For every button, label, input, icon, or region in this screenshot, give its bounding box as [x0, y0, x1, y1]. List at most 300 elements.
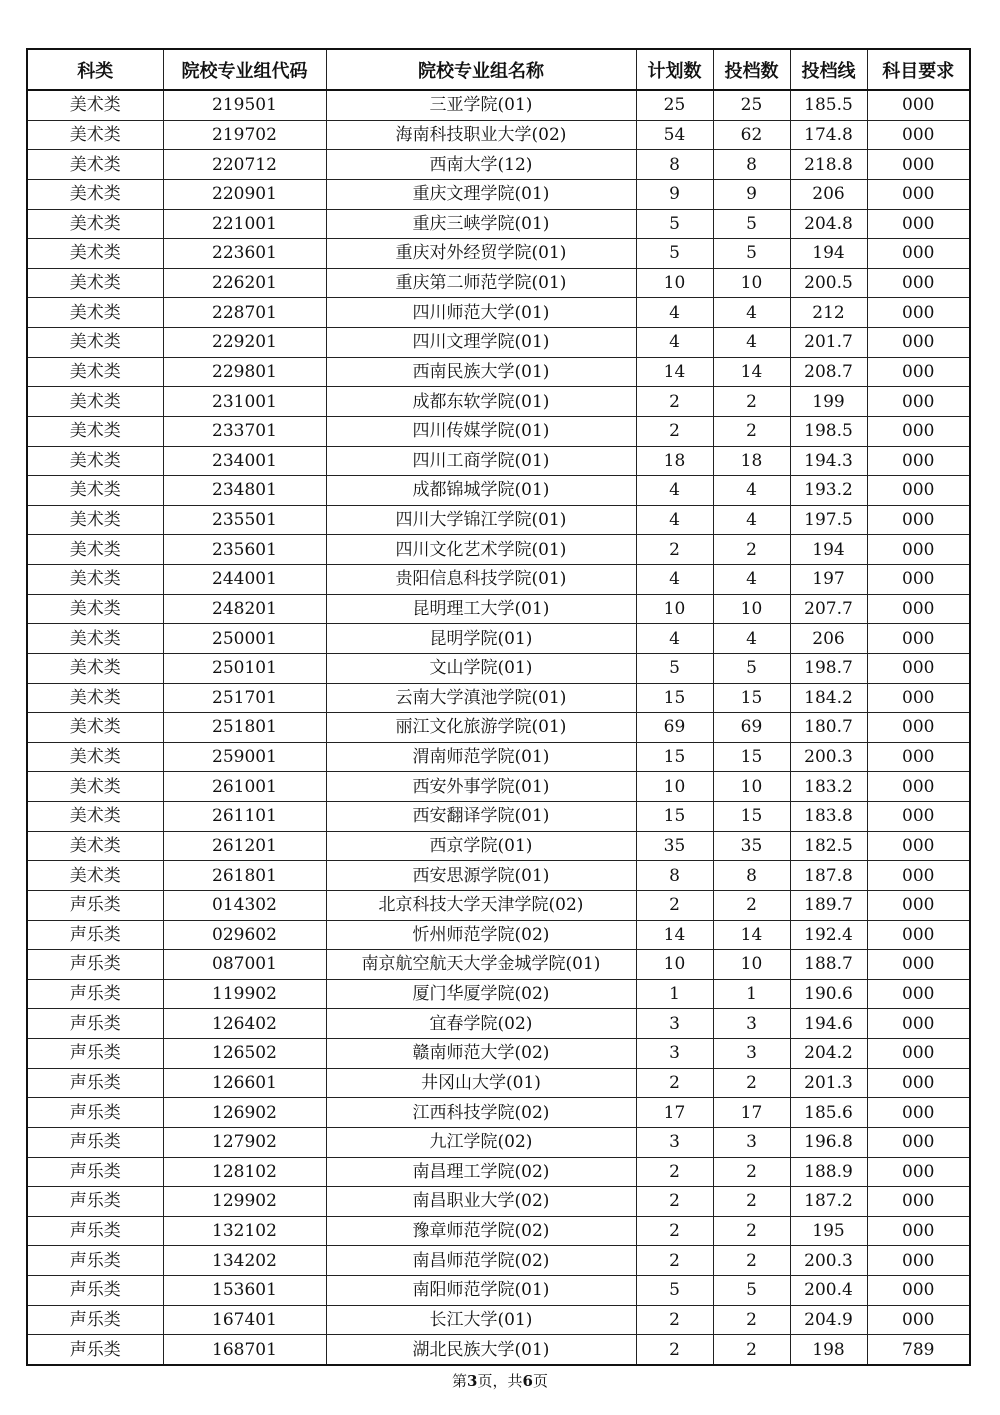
- cell-filed-count: 4: [713, 298, 790, 328]
- cell-category: 声乐类: [27, 1009, 163, 1039]
- cell-subject-requirement: 000: [867, 1068, 970, 1098]
- cell-plan-count: 3: [636, 1127, 713, 1157]
- cell-plan-count: 2: [636, 416, 713, 446]
- cell-plan-count: 4: [636, 565, 713, 595]
- cell-plan-count: 2: [636, 1246, 713, 1276]
- cell-plan-count: 17: [636, 1098, 713, 1128]
- cell-cutoff-score: 188.9: [790, 1157, 867, 1187]
- cell-group-code: 250001: [163, 624, 326, 654]
- cell-subject-requirement: 000: [867, 1098, 970, 1128]
- cell-cutoff-score: 183.8: [790, 802, 867, 832]
- cell-group-name: 渭南师范学院(01): [326, 742, 636, 772]
- cell-group-code: 220901: [163, 179, 326, 209]
- table-row: [27, 1157, 970, 1187]
- table-row: [27, 505, 970, 535]
- table-row: [27, 90, 970, 120]
- cell-subject-requirement: 000: [867, 268, 970, 298]
- cell-group-code: 234001: [163, 446, 326, 476]
- cell-filed-count: 10: [713, 950, 790, 980]
- cell-filed-count: 2: [713, 1157, 790, 1187]
- cell-plan-count: 1: [636, 979, 713, 1009]
- cell-subject-requirement: 000: [867, 1246, 970, 1276]
- table-row: [27, 1335, 970, 1365]
- cell-plan-count: 5: [636, 1276, 713, 1306]
- cell-category: 美术类: [27, 298, 163, 328]
- table-row: [27, 594, 970, 624]
- cell-plan-count: 2: [636, 1187, 713, 1217]
- cell-group-code: 235501: [163, 505, 326, 535]
- cell-category: 声乐类: [27, 1305, 163, 1335]
- cell-group-name: 南阳师范学院(01): [326, 1276, 636, 1306]
- cell-cutoff-score: 204.8: [790, 209, 867, 239]
- cell-plan-count: 4: [636, 328, 713, 358]
- cell-group-name: 忻州师范学院(02): [326, 920, 636, 950]
- cell-group-name: 江西科技学院(02): [326, 1098, 636, 1128]
- cell-cutoff-score: 189.7: [790, 890, 867, 920]
- cell-group-code: 129902: [163, 1187, 326, 1217]
- cell-cutoff-score: 184.2: [790, 683, 867, 713]
- cell-plan-count: 14: [636, 920, 713, 950]
- cell-cutoff-score: 204.2: [790, 1039, 867, 1069]
- table-row: [27, 920, 970, 950]
- cell-cutoff-score: 207.7: [790, 594, 867, 624]
- table-row: [27, 298, 970, 328]
- cell-filed-count: 5: [713, 653, 790, 683]
- cell-filed-count: 2: [713, 1187, 790, 1217]
- cell-filed-count: 2: [713, 1305, 790, 1335]
- cell-group-code: 223601: [163, 239, 326, 269]
- table-row: [27, 1098, 970, 1128]
- cell-category: 美术类: [27, 831, 163, 861]
- cell-group-code: 126502: [163, 1039, 326, 1069]
- cell-subject-requirement: 000: [867, 90, 970, 120]
- cell-category: 美术类: [27, 565, 163, 595]
- cell-group-code: 014302: [163, 890, 326, 920]
- table-row: [27, 1276, 970, 1306]
- cell-category: 声乐类: [27, 1335, 163, 1365]
- cell-group-code: 167401: [163, 1305, 326, 1335]
- cell-cutoff-score: 198.7: [790, 653, 867, 683]
- cell-filed-count: 25: [713, 90, 790, 120]
- footer-total-pages: 6: [522, 1372, 533, 1390]
- table-row: [27, 979, 970, 1009]
- cell-group-code: 029602: [163, 920, 326, 950]
- cell-cutoff-score: 200.5: [790, 268, 867, 298]
- cell-group-code: 251701: [163, 683, 326, 713]
- cell-cutoff-score: 174.8: [790, 120, 867, 150]
- cell-group-name: 南昌理工学院(02): [326, 1157, 636, 1187]
- cell-cutoff-score: 187.8: [790, 861, 867, 891]
- cell-filed-count: 2: [713, 416, 790, 446]
- cell-group-name: 南京航空航天大学金城学院(01): [326, 950, 636, 980]
- cell-filed-count: 2: [713, 1246, 790, 1276]
- cell-category: 美术类: [27, 120, 163, 150]
- cell-plan-count: 10: [636, 772, 713, 802]
- cell-group-name: 西京学院(01): [326, 831, 636, 861]
- cell-group-code: 251801: [163, 713, 326, 743]
- cell-category: 美术类: [27, 683, 163, 713]
- cell-category: 声乐类: [27, 1068, 163, 1098]
- cell-subject-requirement: 000: [867, 950, 970, 980]
- cell-plan-count: 2: [636, 1335, 713, 1365]
- cell-filed-count: 10: [713, 772, 790, 802]
- admission-table-sheet: [26, 48, 969, 1366]
- cell-subject-requirement: 000: [867, 713, 970, 743]
- cell-group-name: 重庆第二师范学院(01): [326, 268, 636, 298]
- cell-group-name: 云南大学滇池学院(01): [326, 683, 636, 713]
- cell-plan-count: 2: [636, 890, 713, 920]
- cell-group-code: 234801: [163, 476, 326, 506]
- cell-plan-count: 3: [636, 1009, 713, 1039]
- cell-category: 美术类: [27, 179, 163, 209]
- cell-filed-count: 14: [713, 920, 790, 950]
- cell-group-code: 244001: [163, 565, 326, 595]
- cell-filed-count: 5: [713, 239, 790, 269]
- table-row: [27, 565, 970, 595]
- cell-group-code: 261201: [163, 831, 326, 861]
- table-row: [27, 1305, 970, 1335]
- cell-group-name: 九江学院(02): [326, 1127, 636, 1157]
- cell-plan-count: 25: [636, 90, 713, 120]
- cell-group-name: 赣南师范大学(02): [326, 1039, 636, 1069]
- table-row: [27, 268, 970, 298]
- cell-cutoff-score: 206: [790, 179, 867, 209]
- cell-category: 美术类: [27, 653, 163, 683]
- cell-subject-requirement: 000: [867, 150, 970, 180]
- table-row: [27, 120, 970, 150]
- cell-group-code: 231001: [163, 387, 326, 417]
- table-row: [27, 446, 970, 476]
- cell-group-name: 重庆对外经贸学院(01): [326, 239, 636, 269]
- cell-plan-count: 2: [636, 1216, 713, 1246]
- cell-plan-count: 69: [636, 713, 713, 743]
- footer-prefix: 第: [452, 1372, 468, 1390]
- cell-plan-count: 3: [636, 1039, 713, 1069]
- table-row: [27, 950, 970, 980]
- cell-group-code: 248201: [163, 594, 326, 624]
- table-header-row: [27, 49, 970, 90]
- cell-cutoff-score: 197.5: [790, 505, 867, 535]
- table-row: [27, 713, 970, 743]
- cell-plan-count: 9: [636, 179, 713, 209]
- table-row: [27, 179, 970, 209]
- table-row: [27, 802, 970, 832]
- cell-category: 美术类: [27, 594, 163, 624]
- cell-plan-count: 2: [636, 535, 713, 565]
- cell-subject-requirement: 000: [867, 1305, 970, 1335]
- table-row: [27, 150, 970, 180]
- cell-category: 美术类: [27, 802, 163, 832]
- cell-plan-count: 4: [636, 624, 713, 654]
- table-row: [27, 890, 970, 920]
- cell-group-name: 南昌职业大学(02): [326, 1187, 636, 1217]
- cell-category: 美术类: [27, 713, 163, 743]
- cell-subject-requirement: 000: [867, 505, 970, 535]
- table-row: [27, 239, 970, 269]
- header-category: 科类: [27, 49, 163, 90]
- table-body: [27, 90, 970, 1365]
- cell-subject-requirement: 000: [867, 1216, 970, 1246]
- cell-group-name: 西南大学(12): [326, 150, 636, 180]
- cell-cutoff-score: 182.5: [790, 831, 867, 861]
- cell-plan-count: 14: [636, 357, 713, 387]
- cell-group-name: 西安外事学院(01): [326, 772, 636, 802]
- cell-category: 声乐类: [27, 1216, 163, 1246]
- cell-subject-requirement: 000: [867, 239, 970, 269]
- table-row: [27, 1187, 970, 1217]
- header-subject-requirement: 科目要求: [867, 49, 970, 90]
- cell-subject-requirement: 000: [867, 1127, 970, 1157]
- cell-category: 美术类: [27, 742, 163, 772]
- cell-filed-count: 2: [713, 1216, 790, 1246]
- cell-category: 声乐类: [27, 950, 163, 980]
- cell-group-code: 126601: [163, 1068, 326, 1098]
- header-filed-count: 投档数: [713, 49, 790, 90]
- cell-group-name: 重庆三峡学院(01): [326, 209, 636, 239]
- cell-category: 美术类: [27, 268, 163, 298]
- cell-subject-requirement: 000: [867, 416, 970, 446]
- table-row: [27, 209, 970, 239]
- cell-subject-requirement: 000: [867, 565, 970, 595]
- cell-cutoff-score: 200.3: [790, 1246, 867, 1276]
- cell-subject-requirement: 000: [867, 209, 970, 239]
- cell-group-name: 丽江文化旅游学院(01): [326, 713, 636, 743]
- cell-plan-count: 10: [636, 594, 713, 624]
- cell-group-code: 235601: [163, 535, 326, 565]
- cell-group-code: 226201: [163, 268, 326, 298]
- table-row: [27, 1039, 970, 1069]
- cell-cutoff-score: 185.6: [790, 1098, 867, 1128]
- table-row: [27, 476, 970, 506]
- cell-group-code: 228701: [163, 298, 326, 328]
- footer-suffix: 页: [532, 1372, 548, 1390]
- cell-subject-requirement: 000: [867, 446, 970, 476]
- cell-group-code: 168701: [163, 1335, 326, 1365]
- cell-group-name: 昆明理工大学(01): [326, 594, 636, 624]
- cell-group-code: 220712: [163, 150, 326, 180]
- cell-category: 美术类: [27, 150, 163, 180]
- cell-plan-count: 10: [636, 950, 713, 980]
- cell-group-name: 成都锦城学院(01): [326, 476, 636, 506]
- cell-subject-requirement: 000: [867, 179, 970, 209]
- cell-subject-requirement: 000: [867, 624, 970, 654]
- cell-subject-requirement: 000: [867, 1187, 970, 1217]
- cell-cutoff-score: 198: [790, 1335, 867, 1365]
- cell-group-name: 海南科技职业大学(02): [326, 120, 636, 150]
- cell-cutoff-score: 194.6: [790, 1009, 867, 1039]
- cell-filed-count: 17: [713, 1098, 790, 1128]
- cell-filed-count: 2: [713, 1335, 790, 1365]
- table-row: [27, 1009, 970, 1039]
- cell-group-code: 229201: [163, 328, 326, 358]
- cell-cutoff-score: 190.6: [790, 979, 867, 1009]
- cell-filed-count: 3: [713, 1039, 790, 1069]
- cell-plan-count: 5: [636, 653, 713, 683]
- cell-plan-count: 54: [636, 120, 713, 150]
- cell-filed-count: 14: [713, 357, 790, 387]
- cell-subject-requirement: 000: [867, 1009, 970, 1039]
- cell-group-name: 四川师范大学(01): [326, 298, 636, 328]
- header-group-name: 院校专业组名称: [326, 49, 636, 90]
- cell-filed-count: 8: [713, 150, 790, 180]
- cell-group-name: 昆明学院(01): [326, 624, 636, 654]
- cell-group-code: 261001: [163, 772, 326, 802]
- cell-filed-count: 18: [713, 446, 790, 476]
- cell-group-code: 087001: [163, 950, 326, 980]
- cell-category: 美术类: [27, 476, 163, 506]
- cell-plan-count: 15: [636, 683, 713, 713]
- cell-filed-count: 35: [713, 831, 790, 861]
- cell-cutoff-score: 194.3: [790, 446, 867, 476]
- header-cutoff-score: 投档线: [790, 49, 867, 90]
- table-row: [27, 683, 970, 713]
- cell-plan-count: 10: [636, 268, 713, 298]
- cell-group-name: 豫章师范学院(02): [326, 1216, 636, 1246]
- cell-subject-requirement: 000: [867, 120, 970, 150]
- cell-category: 美术类: [27, 209, 163, 239]
- cell-cutoff-score: 201.7: [790, 328, 867, 358]
- cell-group-code: 261101: [163, 802, 326, 832]
- cell-cutoff-score: 196.8: [790, 1127, 867, 1157]
- cell-plan-count: 8: [636, 861, 713, 891]
- cell-plan-count: 4: [636, 505, 713, 535]
- cell-filed-count: 69: [713, 713, 790, 743]
- cell-category: 美术类: [27, 416, 163, 446]
- cell-plan-count: 2: [636, 1068, 713, 1098]
- cell-cutoff-score: 201.3: [790, 1068, 867, 1098]
- cell-group-code: 261801: [163, 861, 326, 891]
- header-group-code: 院校专业组代码: [163, 49, 326, 90]
- cell-cutoff-score: 200.4: [790, 1276, 867, 1306]
- cell-category: 美术类: [27, 535, 163, 565]
- cell-group-code: 134202: [163, 1246, 326, 1276]
- cell-group-code: 229801: [163, 357, 326, 387]
- page-footer: [0, 1370, 1000, 1391]
- cell-category: 美术类: [27, 328, 163, 358]
- cell-group-code: 153601: [163, 1276, 326, 1306]
- cell-category: 美术类: [27, 90, 163, 120]
- cell-subject-requirement: 000: [867, 1276, 970, 1306]
- cell-group-code: 250101: [163, 653, 326, 683]
- cell-subject-requirement: 000: [867, 979, 970, 1009]
- cell-category: 声乐类: [27, 1276, 163, 1306]
- cell-category: 声乐类: [27, 1157, 163, 1187]
- cell-subject-requirement: 000: [867, 476, 970, 506]
- cell-subject-requirement: 000: [867, 802, 970, 832]
- cell-group-name: 四川文理学院(01): [326, 328, 636, 358]
- cell-group-name: 贵阳信息科技学院(01): [326, 565, 636, 595]
- cell-group-code: 221001: [163, 209, 326, 239]
- cell-subject-requirement: 000: [867, 357, 970, 387]
- cell-group-name: 厦门华厦学院(02): [326, 979, 636, 1009]
- table-row: [27, 387, 970, 417]
- cell-subject-requirement: 000: [867, 920, 970, 950]
- cell-plan-count: 5: [636, 209, 713, 239]
- cell-subject-requirement: 000: [867, 831, 970, 861]
- cell-group-code: 259001: [163, 742, 326, 772]
- cell-filed-count: 4: [713, 328, 790, 358]
- cell-filed-count: 4: [713, 505, 790, 535]
- cell-cutoff-score: 206: [790, 624, 867, 654]
- cell-cutoff-score: 200.3: [790, 742, 867, 772]
- cell-cutoff-score: 183.2: [790, 772, 867, 802]
- cell-cutoff-score: 197: [790, 565, 867, 595]
- cell-cutoff-score: 204.9: [790, 1305, 867, 1335]
- cell-subject-requirement: 000: [867, 594, 970, 624]
- table-row: [27, 1216, 970, 1246]
- cell-subject-requirement: 000: [867, 683, 970, 713]
- cell-plan-count: 4: [636, 476, 713, 506]
- cell-category: 美术类: [27, 861, 163, 891]
- cell-filed-count: 2: [713, 535, 790, 565]
- cell-group-name: 四川文化艺术学院(01): [326, 535, 636, 565]
- cell-cutoff-score: 192.4: [790, 920, 867, 950]
- table-row: [27, 831, 970, 861]
- table-row: [27, 1068, 970, 1098]
- cell-subject-requirement: 000: [867, 861, 970, 891]
- cell-group-code: 233701: [163, 416, 326, 446]
- cell-subject-requirement: 000: [867, 298, 970, 328]
- cell-group-code: 119902: [163, 979, 326, 1009]
- cell-group-name: 文山学院(01): [326, 653, 636, 683]
- cell-filed-count: 2: [713, 890, 790, 920]
- cell-filed-count: 4: [713, 624, 790, 654]
- cell-category: 声乐类: [27, 1127, 163, 1157]
- table-row: [27, 1127, 970, 1157]
- cell-filed-count: 3: [713, 1127, 790, 1157]
- cell-cutoff-score: 218.8: [790, 150, 867, 180]
- cell-category: 美术类: [27, 239, 163, 269]
- cell-plan-count: 5: [636, 239, 713, 269]
- cell-group-name: 湖北民族大学(01): [326, 1335, 636, 1365]
- cell-category: 声乐类: [27, 1039, 163, 1069]
- header-plan-count: 计划数: [636, 49, 713, 90]
- table-row: [27, 624, 970, 654]
- cell-category: 声乐类: [27, 1246, 163, 1276]
- cell-filed-count: 15: [713, 802, 790, 832]
- cell-subject-requirement: 000: [867, 772, 970, 802]
- cell-filed-count: 1: [713, 979, 790, 1009]
- table-row: [27, 861, 970, 891]
- cell-category: 美术类: [27, 772, 163, 802]
- cell-subject-requirement: 000: [867, 1039, 970, 1069]
- cell-filed-count: 15: [713, 683, 790, 713]
- cell-subject-requirement: 000: [867, 653, 970, 683]
- cell-filed-count: 3: [713, 1009, 790, 1039]
- cell-group-name: 四川大学锦江学院(01): [326, 505, 636, 535]
- cell-filed-count: 5: [713, 209, 790, 239]
- table-row: [27, 357, 970, 387]
- admission-table: [26, 48, 971, 1366]
- cell-group-name: 四川传媒学院(01): [326, 416, 636, 446]
- cell-group-code: 128102: [163, 1157, 326, 1187]
- cell-cutoff-score: 199: [790, 387, 867, 417]
- cell-subject-requirement: 000: [867, 742, 970, 772]
- table-row: [27, 772, 970, 802]
- cell-filed-count: 4: [713, 476, 790, 506]
- cell-cutoff-score: 194: [790, 239, 867, 269]
- cell-category: 声乐类: [27, 1187, 163, 1217]
- cell-filed-count: 2: [713, 1068, 790, 1098]
- cell-subject-requirement: 000: [867, 1157, 970, 1187]
- cell-plan-count: 8: [636, 150, 713, 180]
- cell-category: 美术类: [27, 624, 163, 654]
- cell-cutoff-score: 185.5: [790, 90, 867, 120]
- cell-plan-count: 2: [636, 387, 713, 417]
- cell-filed-count: 10: [713, 594, 790, 624]
- footer-middle: 页，共: [477, 1372, 523, 1390]
- cell-category: 声乐类: [27, 920, 163, 950]
